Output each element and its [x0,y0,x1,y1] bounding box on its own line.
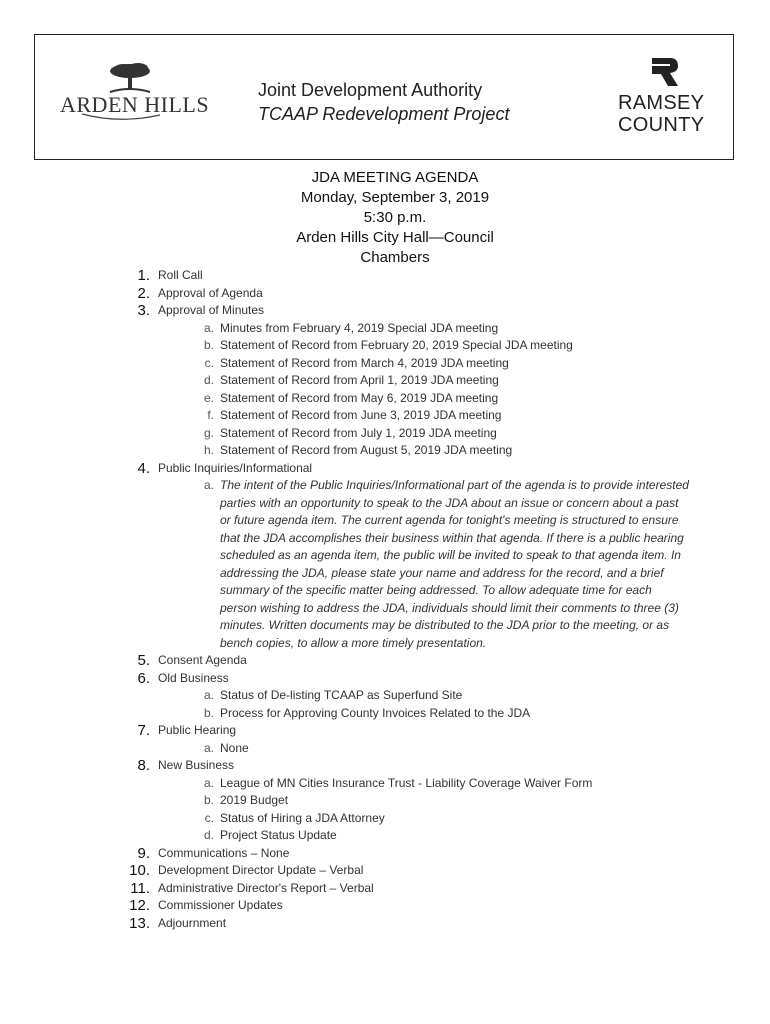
subitem-text: Statement of Record from June 3, 2019 JDA meeting [220,408,502,422]
subitem-text: League of MN Cities Insurance Trust - Liability Coverage Waiver Form [220,775,593,790]
note-text: The intent of the Public Inquiries/Informational part of the agenda is to provide interested parties with an opportunity to speak to the JDA about an issue or concern about a past or future agenda item. The current agenda for tonight's meeting is structured to ensure that the JDA accomplishes their business within that agenda. If there is a public hearing scheduled as an agenda item, the public will be invited to speak to that agenda item. In addressing the JDA, please state your name and address for the record, and a brief summary of the specific matter being addressed. To allow adequate time for each person wishing to address the JDA, individuals should limit their comments to three (3) minutes. Written documents may be distributed to the JDA prior to the meeting, or as bench copies, to allow a more timely presentation. [220,478,689,650]
agenda-item [118,845,718,863]
agenda-item-label: Old Business [158,670,229,685]
agenda-subitem-list [158,320,718,460]
subitem-text: Project Status Update [220,828,337,842]
agenda-item-label: New Business [158,758,235,772]
agenda-item [118,880,718,898]
agenda-item [118,757,718,845]
ramsey-r-icon [648,58,680,86]
subitem-text: Minutes from February 4, 2019 Special JDA meeting [220,320,499,335]
agenda-item [118,460,718,653]
agenda-subitem [202,372,718,390]
subitem-letter: b. [203,793,214,807]
subitem-letter: b. [203,705,214,720]
subitem-text: Process for Approving County Invoices Related to the JDA [220,705,531,720]
title-line-1: Joint Development Authority [258,80,483,100]
arden-hills-wordmark: ARDEN HILLS [60,92,210,117]
subitem-letter: c. [204,355,214,370]
agenda-subitem [202,827,718,845]
agenda-item-number: 10. [129,862,150,879]
meeting-date: Monday, September 3, 2019 [300,189,490,206]
agenda-item-label: Consent Agenda [158,653,247,667]
subitem-text: Status of Hiring a JDA Attorney [220,810,385,825]
subitem-text: Statement of Record from August 5, 2019 JDA meeting [220,443,513,457]
subitem-letter: c. [204,810,214,825]
agenda-subitem [202,792,718,810]
agenda-subitem [202,337,718,355]
subitem-letter: a. [203,775,214,790]
agenda-item-number: 13. [129,914,150,932]
subitem-text: Statement of Record from February 20, 2019 Special JDA meeting [220,338,573,352]
subitem-letter: e. [203,390,214,405]
agenda-heading [245,168,545,268]
agenda-subitem [202,740,718,758]
county-text: COUNTY [618,114,705,136]
agenda-title: JDA MEETING AGENDA [311,169,479,186]
subitem-letter: a. [203,740,214,755]
arden-hills-logo [60,62,210,128]
agenda-subitem [202,442,718,460]
subitem-letter: d. [203,373,214,387]
agenda-item-number: 11. [130,879,150,897]
subitem-letter: b. [203,338,214,352]
ramsey-county-wordmark [618,92,704,136]
agenda-item-label: Roll Call [158,268,203,282]
agenda-subitem [202,705,718,723]
agenda-item [118,302,718,460]
meeting-location-line1: Arden Hills City Hall—Council [296,229,494,246]
subitem-letter: f. [207,408,214,422]
agenda-item [118,722,718,757]
agenda-subitem-list [158,687,718,722]
subitem-text: Status of De-listing TCAAP as Superfund Site [220,688,463,702]
document-title-block [258,78,558,126]
agenda-subitem [202,687,718,705]
agenda-item-number: 7. [137,722,150,739]
agenda-item-number: 6. [137,669,150,687]
agenda-subitem [202,425,718,443]
agenda-item [118,652,718,670]
subitem-text: None [220,740,249,755]
agenda-subitem [202,775,718,793]
agenda-item-number: 9. [137,844,150,862]
agenda-item-number: 3. [137,302,150,319]
agenda-item-label: Communications – None [158,845,290,860]
agenda-subitem [202,320,718,338]
subitem-letter: d. [203,828,214,842]
agenda-list [118,267,718,932]
agenda-subitem-list [158,740,718,758]
agenda-item-label: Commissioner Updates [158,898,283,912]
agenda-item-label: Public Hearing [158,723,237,737]
swoosh-icon [60,112,210,124]
meeting-time: 5:30 p.m. [363,209,427,226]
agenda-item [118,915,718,933]
agenda-item-number: 4. [137,459,150,477]
agenda-item-number: 12. [129,897,150,914]
agenda-item-label: Development Director Update – Verbal [158,863,364,877]
agenda-subitem-list [158,477,718,652]
agenda-subitem [202,390,718,408]
agenda-item [118,862,718,880]
subitem-text: Statement of Record from May 6, 2019 JDA meeting [220,390,499,405]
agenda-item-number: 8. [137,757,150,774]
title-line-2: TCAAP Redevelopment Project [258,104,510,124]
agenda-subitem [202,810,718,828]
agenda-item [118,897,718,915]
agenda-subitem-list [158,775,718,845]
agenda-item [118,285,718,303]
subitem-text: Statement of Record from April 1, 2019 JDA meeting [220,373,499,387]
agenda-subitem [202,355,718,373]
agenda-item-label: Administrative Director's Report – Verbal [158,880,374,895]
subitem-text: Statement of Record from July 1, 2019 JDA meeting [220,425,497,440]
public-inquiry-note [202,477,718,652]
tree-icon [108,62,152,94]
agenda-item-number: 5. [137,652,150,669]
subitem-letter: h. [203,443,214,457]
agenda-item-label: Approval of Agenda [158,285,263,300]
agenda-item-number: 2. [137,284,150,302]
agenda-item-label: Public Inquiries/Informational [158,460,313,475]
agenda-subitem [202,407,718,425]
subitem-text: 2019 Budget [220,793,289,807]
meeting-location-line2: Chambers [360,249,430,266]
agenda-item-label: Adjournment [158,915,227,930]
subitem-text: Statement of Record from March 4, 2019 JDA meeting [220,355,509,370]
agenda-item [118,267,718,285]
subitem-letter: a. [203,320,214,335]
subitem-letter: g. [203,425,214,440]
agenda-item [118,670,718,723]
subitem-letter: a. [203,478,214,492]
agenda-item-number: 1. [137,267,150,284]
agenda-item-label: Approval of Minutes [158,303,265,317]
subitem-letter: a. [203,688,214,702]
ramsey-county-logo [618,58,718,138]
ramsey-text: RAMSEY [618,92,705,114]
